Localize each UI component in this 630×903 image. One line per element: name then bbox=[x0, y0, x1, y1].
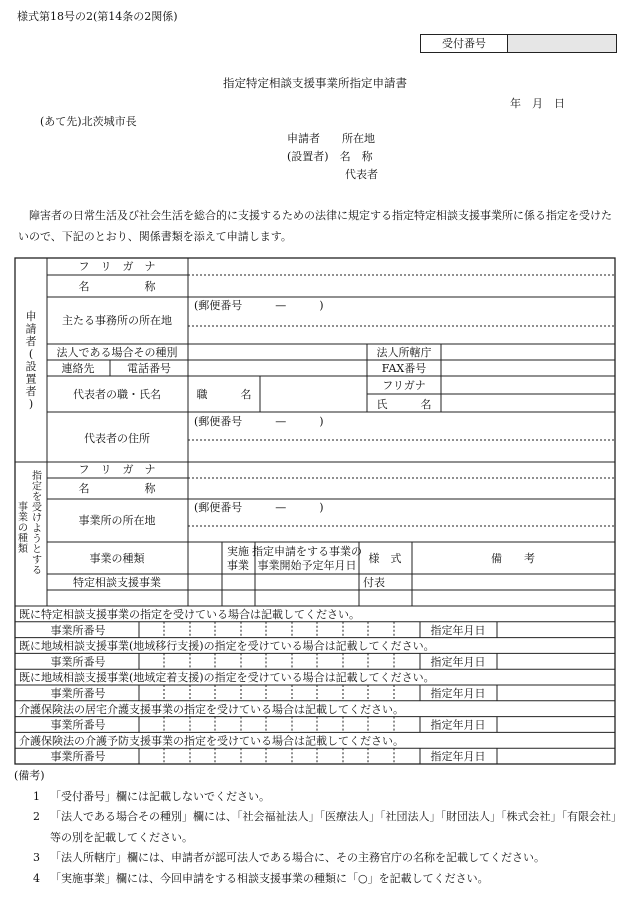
applicant-label-char: 置 bbox=[25, 372, 37, 386]
note-text: 「実施事業」欄には、今回申請をする相談支援事業の種類に「○」を記載してください。 bbox=[50, 871, 489, 885]
business-label-char: す bbox=[32, 555, 42, 566]
business-type-header: 事業の種類 bbox=[89, 552, 145, 565]
business-label-char: 指 bbox=[32, 471, 42, 482]
applicant-line-name: (設置者) 名 称 bbox=[287, 150, 373, 163]
office-number-label: 事業所番号 bbox=[50, 750, 106, 764]
business-label-char: よ bbox=[32, 523, 42, 535]
note-number: 2 bbox=[33, 810, 40, 823]
post-label: 職 名 bbox=[196, 388, 252, 401]
form-number: 様式第18号の2(第14条の2関係) bbox=[17, 10, 178, 23]
history-header: 介護保険法の介護予防支援事業の指定を受けている場合は記載してください。 bbox=[19, 734, 404, 748]
business-label-char: け bbox=[32, 513, 42, 524]
corp-office-label: 法人所轄庁 bbox=[376, 346, 432, 359]
rep-fullname-label: 氏 名 bbox=[376, 398, 432, 411]
business-type-vertical-label bbox=[18, 469, 42, 577]
history-header: 介護保険法の居宅介護支援事業の指定を受けている場合は記載してください。 bbox=[19, 702, 404, 716]
office-number-label: 事業所番号 bbox=[50, 655, 106, 669]
note-text: 「法人所轄庁」欄には、申請者が認可法人である場合に、その主務官庁の名称を記載してください。 bbox=[50, 851, 545, 864]
history-header: 既に地域相談支援事業(地域移行支援)の指定を受けている場合は記載してください。 bbox=[19, 639, 435, 653]
sec1-name-label: 名 称 bbox=[78, 280, 156, 293]
remarks-header: 備 考 bbox=[491, 552, 535, 565]
business-label-char: と bbox=[32, 544, 42, 556]
sec1-office-address-label: 主たる事務所の所在地 bbox=[62, 314, 172, 327]
note-text: 「受付番号」欄には記載しないでください。 bbox=[50, 789, 270, 803]
sec1-furigana-label: フ リ ガ ナ bbox=[78, 260, 156, 273]
applicant-label-char: ) bbox=[28, 397, 34, 411]
note-number: 1 bbox=[33, 789, 40, 803]
implement-header-1: 実施 bbox=[227, 545, 249, 558]
history-header: 既に特定相談支援事業の指定を受けている場合は記載してください。 bbox=[19, 608, 360, 621]
office-number-label: 事業所番号 bbox=[50, 718, 106, 732]
applicant-label-char: 者 bbox=[25, 385, 37, 398]
applicant-label-char: 申 bbox=[25, 310, 37, 323]
designated-date-label: 指定年月日 bbox=[430, 750, 486, 764]
sec2-office-address-label: 事業所の所在地 bbox=[78, 514, 156, 527]
note-item bbox=[18, 869, 618, 890]
start-date-header-2: 事業開始予定年月日 bbox=[257, 559, 357, 572]
addressee: (あて先)北茨城市長 bbox=[40, 115, 137, 128]
business-row-label: 特定相談支援事業 bbox=[73, 576, 161, 589]
applicant-label-char: 者 bbox=[25, 335, 37, 348]
notes-section bbox=[14, 766, 618, 889]
corp-type-label: 法人である場合その種別 bbox=[56, 346, 178, 359]
note-text: 「法人である場合その種別」欄には、「社会福祉法人」「医療法人」「社団法人」「財団法人」「株式会社」「有限会社」等の別を記載してください。 bbox=[50, 810, 617, 844]
business-label-char: 受 bbox=[32, 502, 42, 514]
document-title: 指定特定相談支援事業所指定申請書 bbox=[223, 76, 407, 90]
designated-date-label: 指定年月日 bbox=[430, 623, 486, 637]
sec2-name-label: 名 称 bbox=[78, 482, 156, 495]
business-label-char: を bbox=[32, 492, 42, 503]
business-label-char: 種 bbox=[18, 533, 28, 545]
office-number-label: 事業所番号 bbox=[50, 687, 106, 700]
note-item bbox=[18, 787, 618, 808]
implement-header-2: 事業 bbox=[227, 559, 249, 572]
applicant-label-char: 設 bbox=[25, 360, 37, 373]
date-line: 年 月 日 bbox=[510, 97, 565, 110]
notes-header: (備考) bbox=[14, 769, 45, 782]
rep-furigana-label: フリガナ bbox=[382, 379, 426, 392]
designated-date-label: 指定年月日 bbox=[430, 687, 486, 700]
style-header: 様 式 bbox=[368, 552, 402, 565]
business-label-char: 類 bbox=[18, 544, 28, 555]
history-header: 既に地域相談支援事業(地域定着支援)の指定を受けている場合は記載してください。 bbox=[19, 671, 435, 685]
rep-title-name-label: 代表者の職・氏名 bbox=[73, 388, 161, 401]
business-label-char: る bbox=[32, 565, 42, 577]
intro-paragraph: 障害者の日常生活及び社会生活を総合的に支援するための法律に規定する指定特定相談支援事業所に係る指定を受けたいので、下記のとおり、関係書類を添えて申請します。 bbox=[18, 209, 612, 243]
business-label-char: 事 bbox=[18, 502, 28, 513]
applicant-label-char: 請 bbox=[25, 322, 37, 336]
sec2-furigana-label: フ リ ガ ナ bbox=[78, 463, 156, 476]
business-label-char: の bbox=[18, 523, 28, 534]
rep-address-label: 代表者の住所 bbox=[84, 432, 150, 445]
applicant-line-representative: 代表者 bbox=[345, 168, 378, 181]
business-row-style: 付表 bbox=[363, 576, 385, 589]
business-label-char: う bbox=[32, 534, 42, 545]
designated-date-label: 指定年月日 bbox=[430, 718, 486, 732]
sec2-postal-label: (郵便番号 — ) bbox=[194, 501, 324, 514]
applicant-line-address: 申請者 所在地 bbox=[287, 132, 375, 145]
applicant-vertical-label bbox=[26, 309, 37, 411]
note-number: 4 bbox=[33, 871, 40, 885]
applicant-label-char: ( bbox=[28, 347, 34, 361]
receipt-number-label: 受付番号 bbox=[421, 35, 508, 52]
fax-label: FAX番号 bbox=[381, 362, 427, 375]
office-number-label: 事業所番号 bbox=[50, 623, 106, 637]
note-number: 3 bbox=[33, 851, 40, 864]
designated-date-label: 指定年月日 bbox=[430, 655, 486, 669]
note-item bbox=[18, 807, 618, 848]
note-item bbox=[18, 848, 618, 869]
sec1-postal-label: (郵便番号 — ) bbox=[194, 299, 324, 312]
rep-postal-label: (郵便番号 — ) bbox=[194, 415, 324, 428]
contact-label: 連絡先 bbox=[61, 362, 95, 375]
business-label-char: 定 bbox=[32, 481, 42, 493]
phone-label: 電話番号 bbox=[127, 362, 171, 375]
business-label-char: 業 bbox=[18, 512, 28, 524]
start-date-header-1: 指定申請をする事業の bbox=[252, 545, 362, 558]
